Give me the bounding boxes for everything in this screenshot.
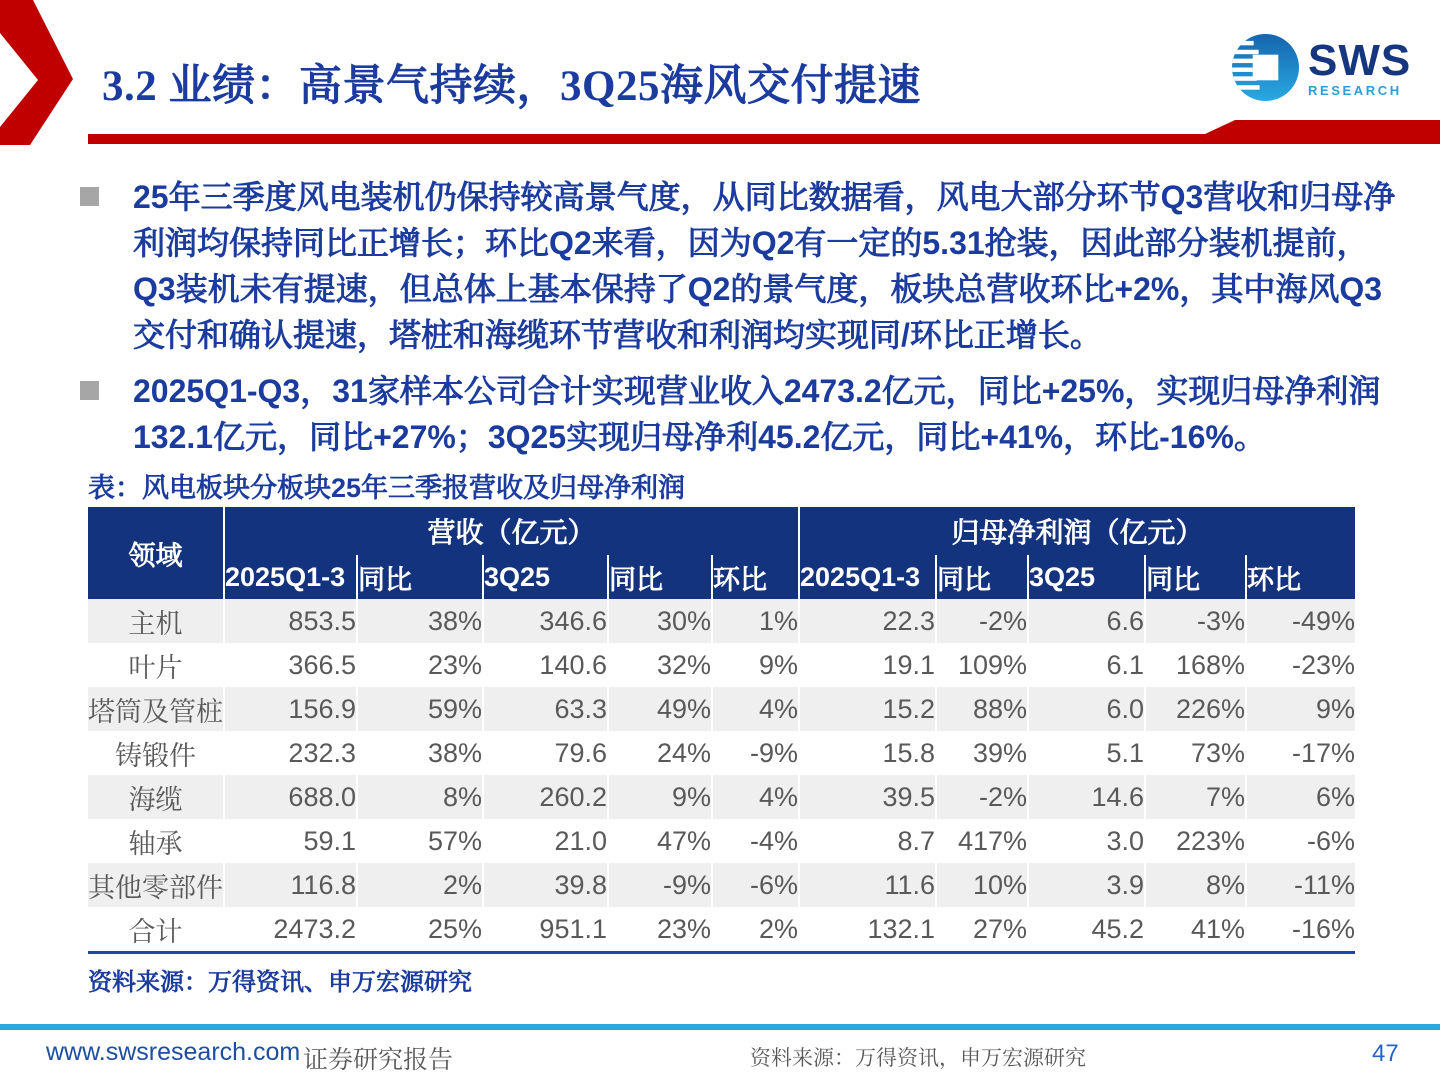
table-cell: 5.1 <box>1028 731 1145 775</box>
table-cell: -49% <box>1246 599 1355 643</box>
logo-text <box>1308 36 1412 98</box>
column-header: 同比 <box>357 555 483 599</box>
table-cell: 9% <box>712 643 799 687</box>
row-label: 塔筒及管桩 <box>88 696 223 727</box>
column-header: 同比 <box>1145 555 1246 599</box>
table-cell: 23% <box>608 907 712 953</box>
table-cell: 63.3 <box>483 687 608 731</box>
table-cell: 23% <box>357 643 483 687</box>
table-cell: 15.8 <box>799 731 936 775</box>
table-caption: 表：风电板块分板块25年三季报营收及归母净利润 <box>88 473 686 503</box>
table-cell: -11% <box>1246 863 1355 907</box>
table-cell: 24% <box>608 731 712 775</box>
bullet-item <box>80 368 1405 460</box>
column-header: 同比 <box>936 555 1028 599</box>
table-cell: 22.3 <box>799 599 936 643</box>
table-cell: 6.1 <box>1028 643 1145 687</box>
table-cell: 6.6 <box>1028 599 1145 643</box>
table-cell: 116.8 <box>224 863 357 907</box>
footer-report-type: 证券研究报告 <box>303 1046 454 1074</box>
table-cell: -17% <box>1246 731 1355 775</box>
page-title: 3.2 业绩：高景气持续，3Q25海风交付提速 <box>102 63 921 110</box>
row-label: 轴承 <box>128 828 183 859</box>
column-header: 环比 <box>712 555 799 599</box>
table-cell: -6% <box>712 863 799 907</box>
table-cell: -2% <box>936 599 1028 643</box>
red-band-decoration <box>88 120 1440 144</box>
column-group-revenue: 营收（亿元） <box>224 507 799 555</box>
table-cell: 226% <box>1145 687 1246 731</box>
bullet-text: 2025Q1-Q3，31家样本公司合计实现营业收入2473.2亿元，同比+25%，实现归母净利润132.1亿元，同比+27%；3Q25实现归母净利45.2亿元，同比+41%，环比-16%。 <box>133 373 1381 455</box>
table-cell: 39.5 <box>799 775 936 819</box>
table-cell: 19.1 <box>799 643 936 687</box>
table-cell: 39.8 <box>483 863 608 907</box>
table-cell: 27% <box>936 907 1028 953</box>
table-cell: 156.9 <box>224 687 357 731</box>
bullet-item <box>80 174 1405 358</box>
column-header-domain: 领域 <box>88 507 224 599</box>
table-cell: 3.0 <box>1028 819 1145 863</box>
table-cell: 30% <box>608 599 712 643</box>
table-cell: 260.2 <box>483 775 608 819</box>
table-cell: 59.1 <box>224 819 357 863</box>
row-label: 叶片 <box>128 652 183 683</box>
table-cell: 4% <box>712 775 799 819</box>
table-cell: 4% <box>712 687 799 731</box>
table-cell: 39% <box>936 731 1028 775</box>
bullet-square-icon <box>80 381 99 400</box>
table-cell: 8.7 <box>799 819 936 863</box>
row-label: 主机 <box>128 608 183 639</box>
column-header: 环比 <box>1246 555 1355 599</box>
table-cell: 9% <box>608 775 712 819</box>
column-header: 2025Q1-3 <box>799 555 936 599</box>
table-row <box>88 863 1355 907</box>
table-row <box>88 687 1355 731</box>
table-cell: 853.5 <box>224 599 357 643</box>
bullet-text: 25年三季度风电装机仍保持较高景气度，从同比数据看，风电大部分环节Q3营收和归母净利润均保持同比正增长；环比Q2来看，因为Q2有一定的5.31抢装，因此部分装机提前，Q3装机未有提速，但总体上基本保持了Q2的景气度，板块总营收环比+2%，其中海风Q3交付和确认提速，塔桩和海缆环节营收和利润均实现同/环比正增长。 <box>133 179 1396 353</box>
table-cell: 2% <box>712 907 799 953</box>
table-row <box>88 775 1355 819</box>
table-cell: -9% <box>608 863 712 907</box>
logo-text-sws: SWS <box>1308 36 1412 85</box>
table-row <box>88 643 1355 687</box>
table-cell: 38% <box>357 599 483 643</box>
table-cell: 9% <box>1246 687 1355 731</box>
table-source: 资料来源：万得资讯、申万宏源研究 <box>88 969 472 996</box>
table-cell: 47% <box>608 819 712 863</box>
table-cell: 57% <box>357 819 483 863</box>
row-label: 铸锻件 <box>115 740 196 771</box>
table-cell: 688.0 <box>224 775 357 819</box>
table-cell: 6% <box>1246 775 1355 819</box>
table-cell: 21.0 <box>483 819 608 863</box>
table-cell: 2473.2 <box>224 907 357 953</box>
table-cell: 14.6 <box>1028 775 1145 819</box>
column-header: 3Q25 <box>483 555 608 599</box>
footer-source: 资料来源：万得资讯，申万宏源研究 <box>750 1047 1086 1070</box>
table-cell: 38% <box>357 731 483 775</box>
table-cell: -2% <box>936 775 1028 819</box>
table-cell: -4% <box>712 819 799 863</box>
sws-coin-icon <box>1232 34 1299 101</box>
table-cell: 417% <box>936 819 1028 863</box>
table-cell: -6% <box>1246 819 1355 863</box>
table-row <box>88 599 1355 643</box>
table-cell: -9% <box>712 731 799 775</box>
table-cell: 346.6 <box>483 599 608 643</box>
table-row <box>88 819 1355 863</box>
table-cell: -3% <box>1145 599 1246 643</box>
table-cell: 366.5 <box>224 643 357 687</box>
table-cell: 8% <box>1145 863 1246 907</box>
table-cell: 109% <box>936 643 1028 687</box>
footer-divider <box>0 1024 1440 1030</box>
column-header: 同比 <box>608 555 712 599</box>
table-cell: 6.0 <box>1028 687 1145 731</box>
table-cell: 951.1 <box>483 907 608 953</box>
wind-power-table <box>88 507 1355 954</box>
table-cell: -16% <box>1246 907 1355 953</box>
table-cell: 73% <box>1145 731 1246 775</box>
footer-page-number: 47 <box>1372 1040 1399 1067</box>
table-row <box>88 731 1355 775</box>
table-cell: 59% <box>357 687 483 731</box>
table-cell: -23% <box>1246 643 1355 687</box>
table-cell: 1% <box>712 599 799 643</box>
table-cell: 49% <box>608 687 712 731</box>
table-cell: 88% <box>936 687 1028 731</box>
table-cell: 10% <box>936 863 1028 907</box>
table-cell: 3.9 <box>1028 863 1145 907</box>
table-cell: 2% <box>357 863 483 907</box>
table-cell: 15.2 <box>799 687 936 731</box>
sws-logo <box>1232 34 1411 101</box>
chevron-decoration <box>0 0 75 150</box>
table-cell: 79.6 <box>483 731 608 775</box>
table-cell: 25% <box>357 907 483 953</box>
table-subheader-row <box>88 555 1355 599</box>
column-header: 3Q25 <box>1028 555 1145 599</box>
table-cell: 7% <box>1145 775 1246 819</box>
row-label: 海缆 <box>128 784 183 815</box>
table-cell: 32% <box>608 643 712 687</box>
bullet-list <box>80 174 1405 470</box>
row-label: 其他零部件 <box>88 872 223 903</box>
table-row-total <box>88 907 1355 953</box>
table-cell: 232.3 <box>224 731 357 775</box>
table-cell: 45.2 <box>1028 907 1145 953</box>
table-cell: 223% <box>1145 819 1246 863</box>
table-cell: 168% <box>1145 643 1246 687</box>
table-cell: 8% <box>357 775 483 819</box>
column-header: 2025Q1-3 <box>224 555 357 599</box>
table-cell: 11.6 <box>799 863 936 907</box>
footer-website: www.swsresearch.com <box>46 1038 301 1066</box>
table-cell: 132.1 <box>799 907 936 953</box>
row-label: 合计 <box>88 907 224 953</box>
logo-text-research: RESEARCH <box>1308 83 1402 98</box>
table-cell: 41% <box>1145 907 1246 953</box>
table-group-header-row <box>88 507 1355 555</box>
bullet-square-icon <box>80 187 99 206</box>
column-group-profit: 归母净利润（亿元） <box>799 507 1355 555</box>
table-cell: 140.6 <box>483 643 608 687</box>
